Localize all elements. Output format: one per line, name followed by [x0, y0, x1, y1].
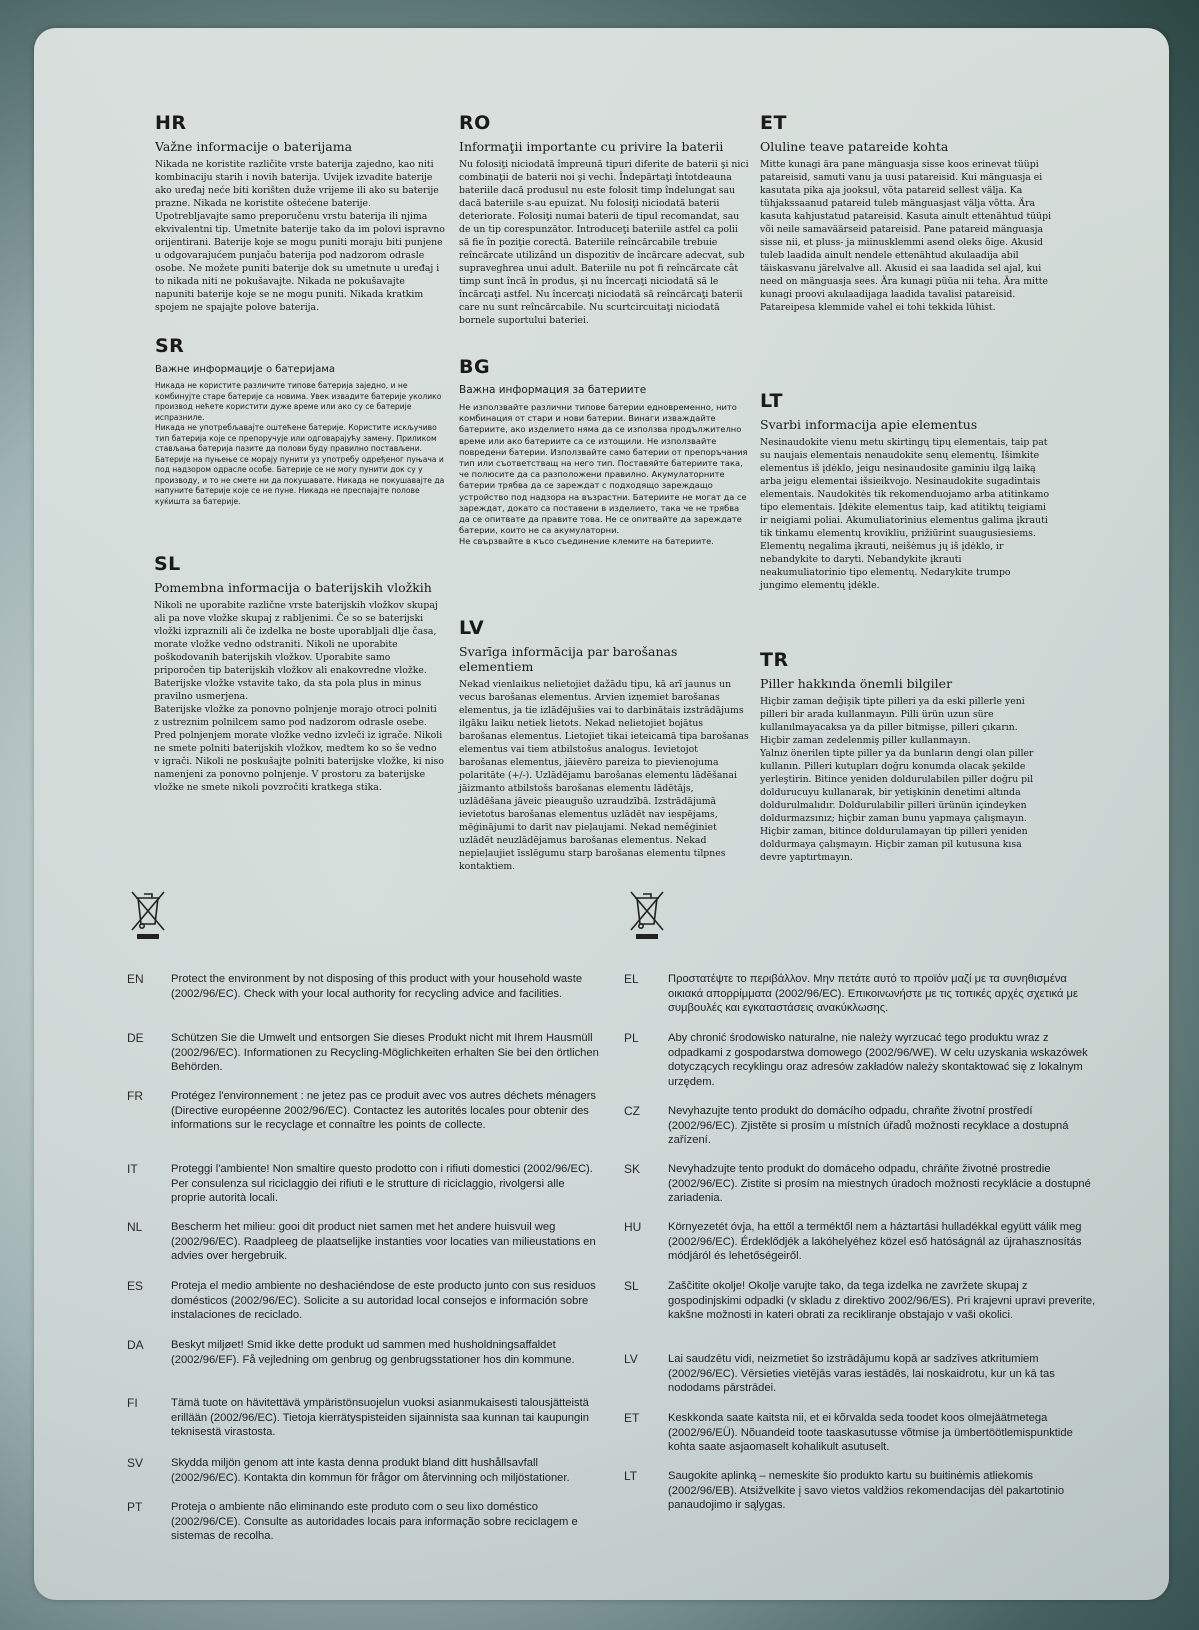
language-code: PL: [624, 1031, 639, 1045]
language-code: LV: [624, 1352, 638, 1366]
language-code: SR: [155, 335, 185, 357]
battery-section-sl: [154, 554, 444, 794]
section-body: Nekad vienlaikus nelietojiet dažādu tipu, kā arī jaunus un vecus barošanas elementus. Arvien izņemiet barošanas elementus, ja tie izlādējušies vai to darbinātais izstrādājums ilgāku laiku netiek lietots. Nekad nelietojiet bojātus barošanas elementus. Lietojiet tikai ieteicamā tipa barošanas elementus vai tiem atbilstošus analogus. Ievietojot barošanas elementus, jāievēro pareiza to pievienojuma polaritāte (+/-). Uzlādējamu barošanas elementu lādēšanai jāizmanto atbilstošs barošanas elementu lādētājs, uzlādēšana jāveic pieaugušo uzraudzībā. Izstrādājumā ievietotus barošanas elementus uzlādēt nav iespējams, mēģinājumi to darīt nav pieļaujami. Nekad neměģiniet uzlādēt neuzlādējamus barošanas elementus. Nekad nepieļaujiet īsslēgumu starp barošanas elementu tilpnes kontaktiem.: [459, 679, 749, 872]
section-title: Важна информация за батериите: [459, 384, 647, 396]
crossed-out-wheelie-bin-icon: [128, 888, 168, 944]
recycling-text: Zaščitite okolje! Okolje varujte tako, da tega izdelka ne zavržete skupaj z gospodinjskimi odpadki (v skladu z direktivo 2002/96/ES). Pri krajevni upravi preverite, kakšne možnosti in kateri obrati za recikliranje obstajajo v vaši okolici.: [668, 1280, 1096, 1321]
language-code: ET: [760, 112, 787, 134]
section-title: Informaţii importante cu privire la baterii: [459, 139, 724, 154]
language-code: DA: [127, 1338, 144, 1352]
recycling-text: Protégez l'environnement : ne jetez pas ce produit avec vos autres déchets ménagers (Directive européenne 2002/96/EC). Contactez les autorités locales pour obtenir des informations sur le recyclage et connaître les points de collecte.: [171, 1090, 597, 1131]
language-code: FI: [127, 1396, 138, 1410]
recycling-text: Proteggi l'ambiente! Non smaltire questo prodotto con i rifiuti domestici (2002/96/EC). Per consulenza sul riciclaggio dei rifiuti e le strutture di riciclaggio, rivolgersi alle proprie autorità locali.: [171, 1163, 593, 1204]
language-code: SV: [127, 1456, 144, 1470]
battery-section-hr: [155, 113, 445, 314]
recycling-text: Bescherm het milieu: gooi dit product niet samen met het andere huisvuil weg (2002/96/EC). Raadpleeg de plaatselijke instanties voor locaties van milieustations en advies over hergebruik.: [171, 1221, 596, 1262]
recycling-text: Keskkonda saate kaitsta nii, et ei kõrvalda seda toodet koos olmejäätmetega (2002/96/EÜ). Nõuandeid toote taaskasutusse võtmise ja ümbertöötlemispunktide kohta saate asjaomaselt kohalikult asutuselt.: [668, 1412, 1073, 1453]
recycling-text: Tämä tuote on hävitettävä ympäristönsuojelun vuoksi asianmukaisesti talousjätteistä erillään (2002/96/EC). Tietoja kierrätyspisteiden sijainnista saa kunnan tai kaupungin teknisestä virastosta.: [171, 1397, 589, 1438]
language-code: HU: [624, 1220, 642, 1234]
language-code: EL: [624, 972, 639, 986]
section-body: Никада не користите различите типове батерија заједно, и не комбинујте старе батерије са новима. Увек извадите батерије уколико производ нећете користити дуже време или ако су се батерије испразниле. Никада не употребљавајте оштећене батерије. Користите искључиво тип батерија које се препоручује или одговарајућу замену. Приликом стављања батерија пазите да полови буду правилно постављени. Батерије на пуњење се морају пунити уз употребу одређеног пуњача и под надзором одрасле особе. Батерије се не могу пунити док су у производу, и то не смете ни да покушавате. Никада не покушавајте да напуните батерије које се не пуне. Никада не преспајајте полове куќишта за батерије.: [155, 381, 445, 506]
language-code: CZ: [624, 1104, 640, 1118]
recycling-text: Saugokite aplinką – nemeskite šio produkto kartu su buitinėmis atliekomis (2002/96/EB). Atsižvelkite į savo vietos valdžios rekomendacijas dėl pakartotinio panaudojimo ir sąlygas.: [668, 1470, 1065, 1511]
recycling-text: Környezetét óvja, ha ettől a terméktől nem a háztartási hulladékkal együtt válik meg (2002/96/EC). Érdeklődjék a lakóhelyéhez közel eső hatóságnál az újrahasznosítás módjáról és lehetőségeiről.: [668, 1221, 1082, 1262]
section-body: Nesinaudokite vienu metu skirtingų tipų elementais, taip pat su naujais elementais nenaudokite senų elementų. Išimkite elementus iš įdėklo, jeigu nesinaudosite gaminiu ilgą laiką arba jeigu elementai išsieikvojo. Nesinaudokite sugadintais elementais. Naudokitės tik rekomenduojamo arba atitinkamo tipo elementais. Įdėkite elementus taip, kad atitiktų teigiami ir neigiami poliai. Akumuliatorinius elementus galima įkrauti tik tinkamu elementų krovikliu, prižiūrint suaugusiesiems. Elementų negalima įkrauti, neišėmus jų iš įdėklo, ir nebandykite to daryti. Nebandykite įkrauti neakumuliatorinio tipo elementų. Nedarykite trumpo jungimo elementų įdėkle.: [760, 437, 1050, 591]
recycling-text: Schützen Sie die Umwelt und entsorgen Sie dieses Produkt nicht mit Ihrem Hausmüll (2002/96/EC). Informationen zu Recycling-Möglichkeiten erhalten Sie bei den örtlichen Behörden.: [171, 1032, 599, 1073]
language-code: RO: [459, 112, 491, 134]
language-code: HR: [155, 112, 187, 134]
language-code: FR: [127, 1089, 143, 1103]
section-body: Nikoli ne uporabite različne vrste baterijskih vložkov skupaj ali pa nove vložke skupaj z rabljenimi. Če so se baterijski vložki izpraznili ali če izdelka ne boste uporabljali dlje časa, morate vložke vedno odstraniti. Nikoli ne uporabite poškodovanih baterijskih vložkov. Uporabite samo priporočen tip baterijskih vložkov ali enakovredne vložke. Baterijske vložke vstavite tako, da sta pola plus in minus pravilno usmerjena. Baterijske vložke za ponovno polnjenje morajo otroci polniti z ustreznim polnilcem samo pod nadzorom odrasle osebe. Pred polnjenjem morate vložke vedno izvleči iz igrače. Nikoli ne smete polniti baterijskih vložkov, medtem ko so še vedno v igrači. Nikoli ne poskušajte polniti baterijske vložke, ki niso namenjeni za ponovno polnjenje. V prostoru za baterijske vložke ne smete nikoli povzročiti kratkega stika.: [154, 600, 444, 793]
language-code: LT: [760, 390, 783, 412]
recycling-text: Nevyhazujte tento produkt do domácího odpadu, chraňte životní prostředí (2002/96/EC). Zjistěte si prosím u místních úřadů možnosti recyklace a dostupná zařízení.: [668, 1105, 1069, 1146]
recycling-text: Skydda miljön genom att inte kasta denna produkt bland ditt hushållsavfall (2002/96/EC). Kontakta din kommun för frågor om återvinning och miljöstationer.: [171, 1457, 570, 1484]
language-code: SK: [624, 1162, 641, 1176]
recycling-text: Προστατέψτε το περιβάλλον. Μην πετάτε αυτό το προϊόν μαζί με τα συνηθισμένα οικιακά απορρίμματα (2002/96/EC). Επικοινωνήστε με τις τοπικές αρχές σχετικά με συμβουλές και εγκαταστάσεις ανακύκλωσης.: [668, 973, 1078, 1014]
section-body: Nikada ne koristite različite vrste baterija zajedno, kao niti kombinaciju starih i novih baterija. Uvijek izvadite baterije ako uređaj neće biti korišten duže vrijeme ili ako su baterije prazne. Nikada ne koristite oštećene baterije. Upotrebljavajte samo preporučenu vrstu baterija ili njima ekvivalentni tip. Umetnite baterije tako da im polovi ispravno orijentirani. Baterije koje se mogu puniti moraju biti punjene u odgovarajućem punjaču baterija pod nadzorom odrasle osobe. Ne možete puniti baterije dok su umetnute u uređaj i to nikada niti ne pokušavajte. Nikada ne pokušavajte napuniti baterije koje se ne mogu puniti. Nikada kratkim spojem ne spajajte polove baterija.: [155, 159, 445, 313]
language-code: SL: [154, 553, 181, 575]
recycling-text: Proteja el medio ambiente no deshaciéndose de este producto junto con sus residuos domésticos (2002/96/EC). Solicite a su autoridad local consejos e información sobre instalaciones de reciclado.: [171, 1280, 596, 1321]
recycling-text: Beskyt miljøet! Smid ikke dette produkt ud sammen med husholdningsaffaldet (2002/96/EF). Få vejledning om genbrug og genbrugsstationer hos din kommune.: [171, 1339, 575, 1366]
recycling-text: Nevyhadzujte tento produkt do domáceho odpadu, chráňte životné prostredie (2002/96/EC). Zistite si prosím na miestnych úradoch možnosti recyklácie a dostupné zariadenia.: [668, 1163, 1091, 1204]
language-code: LV: [459, 617, 485, 639]
language-code: PT: [127, 1500, 143, 1514]
language-code: IT: [127, 1162, 138, 1176]
crossed-out-wheelie-bin-icon: [627, 888, 667, 944]
battery-section-bg: [459, 357, 749, 548]
section-title: Svarīga informācija par barošanas elementiem: [459, 644, 678, 674]
section-body: Hiçbir zaman değişik tipte pilleri ya da eski pillerle yeni pilleri bir arada kullanmayın. Pilli ürün uzun süre kullanılmayacaksa ya da piller bitmişse, pilleri çıkarın. Hiçbir zaman zedelenmiş piller kullanmayın. Yalnız önerilen tipte piller ya da bunların dengi olan piller kullanın. Pilleri kutupları doğru konumda olacak şekilde yerleştirin. Bitince yeniden doldurulabilen piller doğru pil doldurucuyu kullanarak, bir yetişkinin denetimi altında doldurulmalıdır. Doldurulabilir pilleri ürünün içindeyken doldurmazsınız; hiçbir zaman bunu yapmaya çalışmayın. Hiçbir zaman, bitince doldurulamayan tip pilleri yeniden doldurmaya çalışmayın. Hiçbir zaman pil kutusuna kısa devre yaptırtmayın.: [760, 696, 1034, 863]
language-code: TR: [760, 649, 789, 671]
battery-section-ro: [459, 113, 749, 327]
language-code: NL: [127, 1220, 143, 1234]
recycling-text: Protect the environment by not disposing of this product with your household waste (2002/96/EC). Check with your local authority for recycling advice and facilities.: [171, 973, 583, 1000]
section-body: Mitte kunagi ära pane mänguasja sisse koos erinevat tüüpi patareisid, samuti vanu ja uusi patareisid. Kui mänguasja ei kasutata pika aja jooksul, võta patareid sellest välja. Ka tühjakssaanud patareid tuleb mänguasjast välja võtta. Ära kasuta kahjustatud patareisid. Kasuta ainult ettenähtud tüüpi või neile samaväärseid patareisid. Pane patareid mänguasja sisse nii, et pluss- ja miinusklemmi asend oleks õige. Akusid tuleb laadida ainult nendele ettenähtud akulaadija abil täiskasvanu järelvalve all. Akusid ei saa laadida sel ajal, kui need on mänguasja sees. Ära kunagi püüa nii teha. Ära mitte kunagi proovi akulaadijaga laadida tavalisi patareisid. Patareipesa klemmide vahel ei tohi tekkida lühist.: [760, 159, 1052, 313]
recycling-text: Aby chronić środowisko naturalne, nie należy wyrzucać tego produktu wraz z odpadkami z gospodarstwa domowego (2002/96/WE). W celu uzyskania wskazówek dotyczących recyklingu oraz adresów zakładów należy skontaktować się z lokalnym urzędem.: [668, 1032, 1088, 1088]
language-code: ES: [127, 1279, 144, 1293]
language-code: LT: [624, 1469, 638, 1483]
language-code: EN: [127, 972, 144, 986]
recycling-text: Proteja o ambiente não eliminando este produto com o seu lixo doméstico (2002/96/CE). Consulte as autoridades locais para informação sobre reciclagem e sistemas de recolha.: [171, 1501, 578, 1542]
recycling-text: Lai saudzētu vidi, neizmetiet šo izstrādājumu kopā ar sadzīves atkritumiem (2002/96/EC). Vērsieties vietējās varas iestādēs, lai noskaidrotu, kur un kā tas nododams pārstrādei.: [668, 1353, 1055, 1394]
section-title: Važne informacije o baterijama: [155, 139, 353, 154]
language-code: BG: [459, 356, 491, 378]
battery-section-sr: [155, 336, 445, 507]
section-body: Не използвайте различни типове батерии едновременно, нито комбинация от стари и нови батерии. Винаги изваждайте батериите, ако изделието няма да се използва продължително време или ако батериите са се изтощили. Не използвайте повредени батерии. Използвайте само батерии от препоръчания тип или съответстващ на него тип. Поставяйте батериите така, че полюсите да са разположени правилно. Акумулаторните батерии трябва да се зареждат с подходящо зареждащо устройство под надзора на възрастни. Батериите не могат да се зареждат, докато са поставени в изделието, така че не трябва да се опитвате да правите това. Не се опитвайте да зареждате батерии, които не са акумулаторни. Не свързвайте в късо съединение клемите на батериите.: [459, 402, 748, 547]
section-title: Svarbi informacija apie elementus: [760, 417, 978, 432]
language-code: DE: [127, 1031, 144, 1045]
section-title: Pomembna informacija o baterijskih vložkih: [154, 580, 432, 595]
section-title: Oluline teave patareide kohta: [760, 139, 949, 154]
battery-section-lv: [459, 618, 749, 873]
language-code: ET: [624, 1411, 640, 1425]
language-code: SL: [624, 1279, 639, 1293]
battery-section-tr: [760, 650, 1050, 864]
section-title: Piller hakkında önemli bilgiler: [760, 676, 953, 691]
section-body: Nu folosiţi niciodată împreună tipuri diferite de baterii şi nici combinaţii de baterii noi şi vechi. Îndepărtaţi întotdeauna bateriile dacă produsul nu este folosit timp îndelungat sau dacă bateriile s-au epuizat. Nu folosiţi niciodată baterii deteriorate. Folosiţi numai baterii de tipul recomandat, sau de un tip corespunzător. Introduceţi bateriile astfel ca polii să fie în poziţie corectă. Bateriile reîncărcabile trebuie reîncărcate utilizând un dispozitiv de încărcare adecvat, sub supraveghrea unui adult. Bateriile nu pot fi reîncărcate cât timp sunt încă în produs, şi nu încercaţi niciodată să le încărcaţi astfel. Nu încercaţi niciodată să reîncărcaţi baterii care nu sunt reîncărcabile. Nu scurtcircuitaţi niciodată bornele suportului bateriei.: [459, 159, 749, 326]
battery-section-et: [760, 113, 1060, 314]
section-title: Важне информације о батеријама: [155, 364, 335, 375]
battery-section-lt: [760, 391, 1050, 592]
